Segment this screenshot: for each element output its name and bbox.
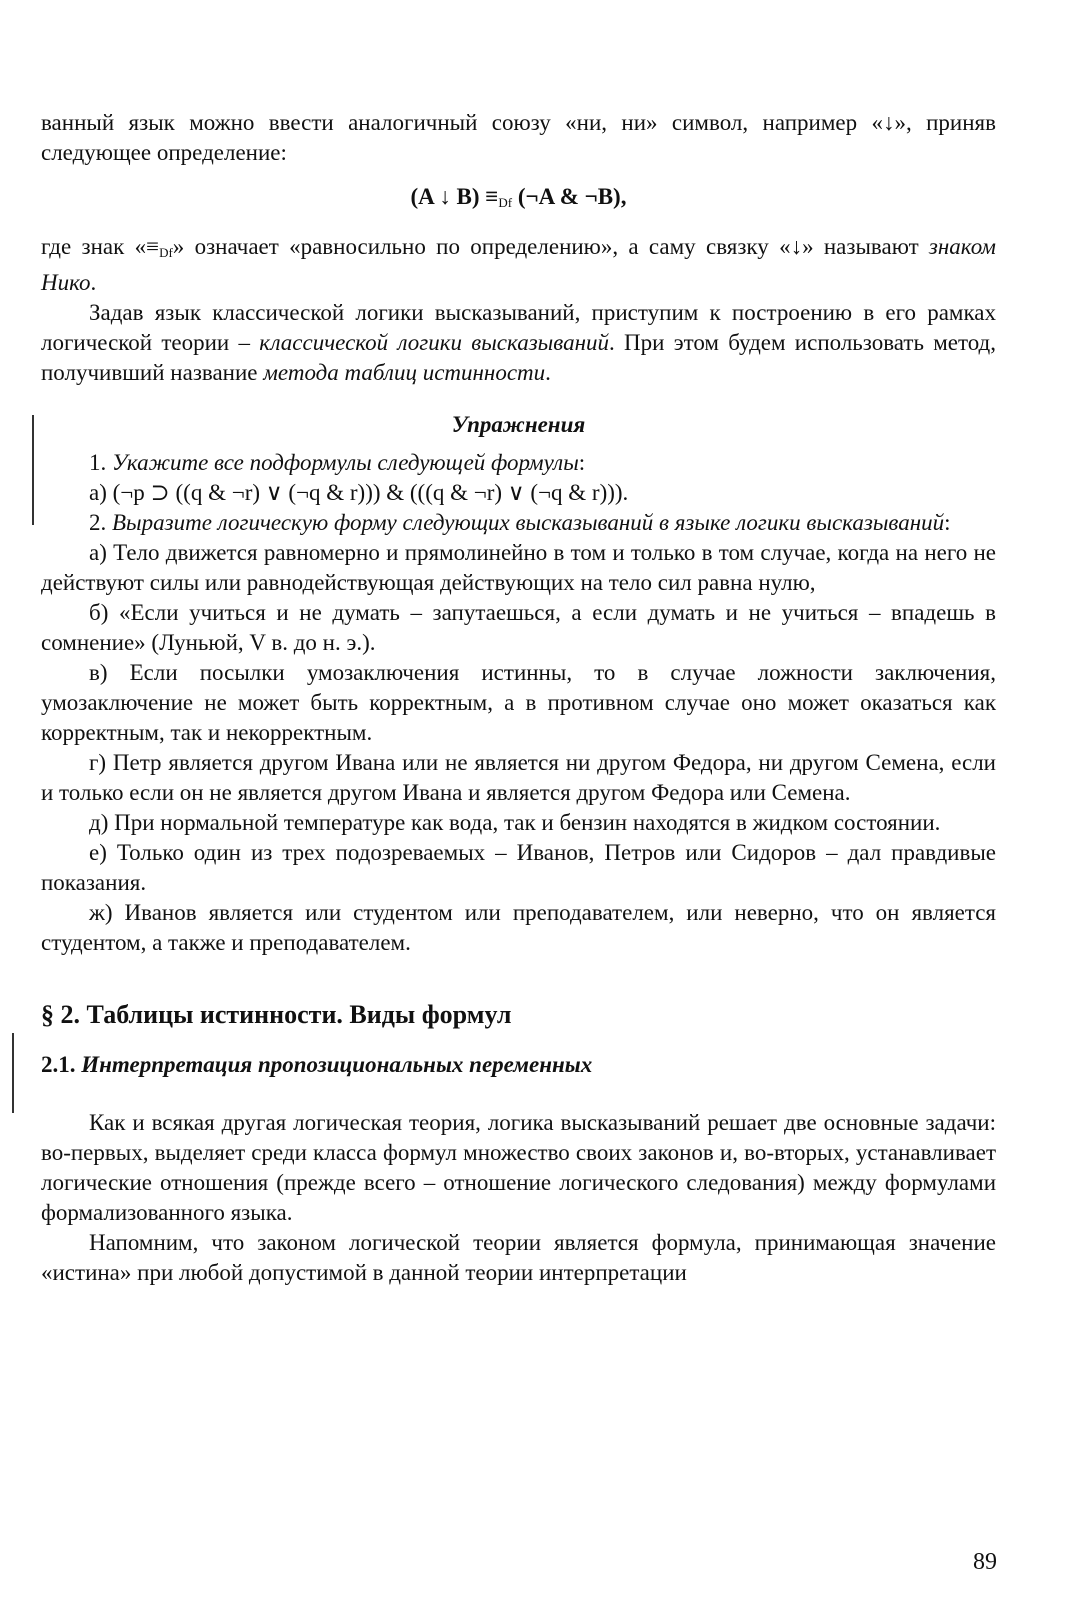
exercise-2 bbox=[41, 508, 996, 538]
italic-term: метода таблиц истинности bbox=[263, 360, 546, 385]
exercises-heading: Упражнения bbox=[451, 412, 586, 437]
exercise-item-d: д) При нормальной температуре как вода, так и бензин находятся в жидком состоянии. bbox=[89, 810, 941, 835]
margin-mark-bottom bbox=[12, 1033, 14, 1113]
paragraph-tasks: Как и всякая другая логическая теория, логика высказываний решает две основные задачи: во-первых, выделяет среди класса формул множество своих законов и, во-вторых, устанавливает логические отношения (прежде всего – отношение логического следования) между формулами формализованного языка. bbox=[41, 1110, 996, 1225]
exercise-text: Выразите логическую форму следующих высказываний в языке логики высказываний bbox=[112, 510, 945, 535]
subsection-title bbox=[41, 1050, 996, 1080]
italic-term: классической логики высказываний bbox=[259, 330, 609, 355]
exercise-number: 1. bbox=[89, 450, 112, 475]
subsection-text: Интерпретация пропозициональных переменных bbox=[81, 1052, 593, 1077]
formula-rhs: (¬A & ¬B), bbox=[512, 184, 627, 209]
margin-mark-top bbox=[32, 415, 34, 525]
exercise-item-v: в) Если посылки умозаключения истинны, то в случае ложности заключения, умозаключение не может быть корректным, а в противном случае оно может оказаться как корректным, так и некорректным. bbox=[41, 660, 996, 745]
formula-nico-definition bbox=[41, 182, 996, 218]
text-span: . bbox=[90, 270, 97, 295]
paragraph-nico-sign bbox=[41, 232, 996, 298]
exercise-1a: а) (¬p ⊃ ((q & ¬r) ∨ (¬q & r))) & (((q & ¬r) ∨ (¬q & r))). bbox=[89, 480, 629, 505]
page-body bbox=[41, 108, 996, 1288]
paragraph-law-definition: Напомним, что законом логической теории является формула, принимающая значение «истина» при любой допустимой в данной теории интерпретации bbox=[41, 1230, 996, 1285]
exercise-text: Укажите все подформулы следующей формулы bbox=[112, 450, 579, 475]
text-span: . bbox=[545, 360, 551, 385]
exercise-item-a: а) Тело движется равномерно и прямолинейно в том и только в том случае, когда на него не действуют силы или равнодействующая действующих на тело сил равна нулю, bbox=[41, 540, 996, 595]
italic-term: знаком Нико bbox=[41, 234, 996, 295]
text-span: Задав язык классической логики высказываний, приступим к построению в его рамках логической теории – bbox=[41, 300, 996, 355]
exercise-item-b: б) «Если учиться и не думать – запутаешься, а если думать и не учиться – впадешь в сомнение» (Луньюй, V в. до н. э.). bbox=[41, 600, 996, 655]
subscript: Df bbox=[159, 245, 173, 260]
formula-subscript: Df bbox=[498, 195, 513, 210]
text-span: » означает «равносильно по определению», а саму связку «↓» называют bbox=[172, 234, 929, 259]
exercise-item-g: г) Петр является другом Ивана или не является ни другом Федора, ни другом Семена, если и только если он не является другом Ивана и является другом Федора или Семена. bbox=[41, 750, 996, 805]
text-span: где знак «≡ bbox=[41, 234, 160, 259]
paragraph-intro: ванный язык можно ввести аналогичный союзу «ни, ни» символ, например «↓», приняв следующее определение: bbox=[41, 110, 996, 165]
section-title: § 2. Таблицы истинности. Виды формул bbox=[41, 1000, 512, 1029]
paragraph-method bbox=[41, 298, 996, 388]
text-span: : bbox=[944, 510, 951, 535]
exercise-item-zh: ж) Иванов является или студентом или преподавателем, или неверно, что он является студентом, а также и преподавателем. bbox=[41, 900, 996, 955]
text-span: : bbox=[578, 450, 586, 475]
formula-lhs: (A ↓ B) ≡ bbox=[410, 184, 499, 209]
subsection-number: 2.1. bbox=[41, 1052, 82, 1077]
exercise-item-e: е) Только один из трех подозреваемых – Иванов, Петров или Сидоров – дал правдивые показания. bbox=[41, 840, 996, 895]
page-number: 89 bbox=[973, 1549, 997, 1575]
exercise-number: 2. bbox=[89, 510, 112, 535]
text-span: . При этом будем использовать метод, получивший название bbox=[41, 330, 997, 385]
exercise-1 bbox=[41, 448, 996, 478]
